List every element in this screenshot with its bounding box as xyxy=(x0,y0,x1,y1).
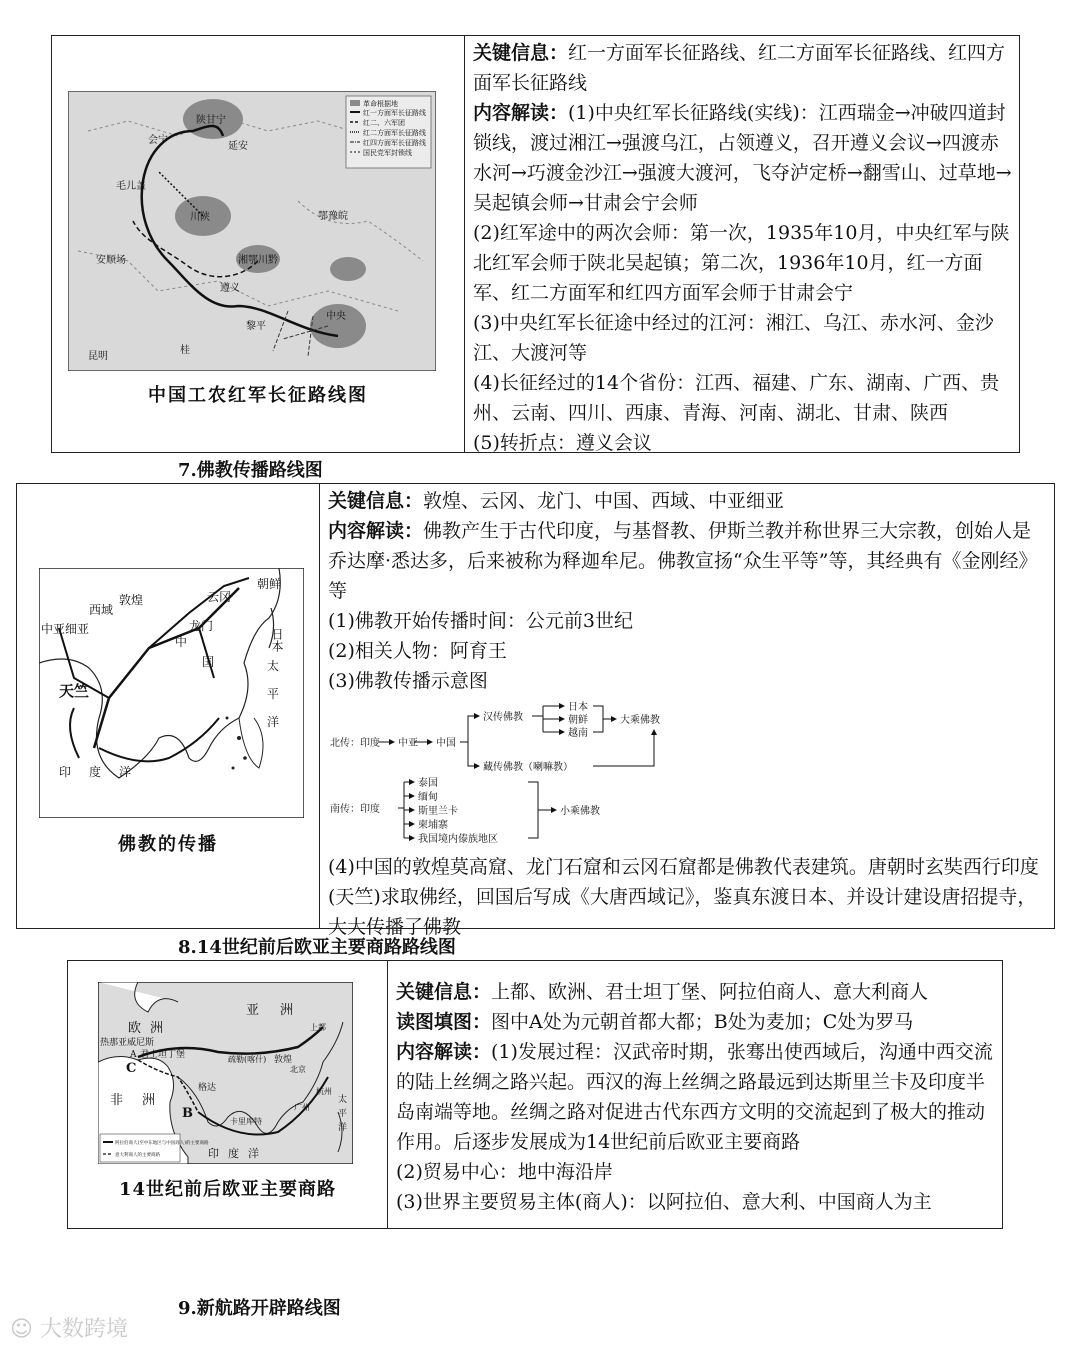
key-info-text: 上都、欧洲、君士坦丁堡、阿拉伯商人、意大利商人 xyxy=(491,981,929,1003)
map-label-calicut: 卡里库特 xyxy=(230,1117,262,1126)
map-label-ya: 亚 xyxy=(246,1003,260,1018)
legend-label-route-4: 红四方面军长征路线 xyxy=(363,139,426,147)
map-label-tai: 太 xyxy=(267,659,280,673)
content-para-2: (2)相关人物：阿育王 xyxy=(328,640,507,662)
diagram-han-buddhism: 汉传佛教 xyxy=(483,712,523,723)
key-info xyxy=(396,977,996,1007)
legend-label-route-2: 红二方面军长征路线 xyxy=(363,129,426,137)
map-label-yin: 印 xyxy=(59,765,72,779)
map-label-riben: 日本 xyxy=(270,628,284,652)
legend-label-blockade: 国民党军封锁线 xyxy=(363,149,412,157)
content-para-2: (2)贸易中心：地中海沿岸 xyxy=(396,1161,613,1183)
read-map xyxy=(396,1007,996,1037)
map-label-yanan: 延安 xyxy=(228,141,248,152)
map-label-gui: 桂 xyxy=(180,345,190,356)
content-para-1: (1)佛教开始传播时间：公元前3世纪 xyxy=(328,610,634,632)
map-label-yang-2: 洋 xyxy=(119,765,132,779)
read-map-text: 图中A处为元朝首都大都；B处为麦加；C处为罗马 xyxy=(491,1011,914,1033)
buddhism-caption: 佛教的传播 xyxy=(118,834,218,855)
map-label-zunyi: 遵义 xyxy=(220,283,240,294)
section-7-heading: 7.佛教传播路线图 xyxy=(178,460,323,481)
watermark-logo-icon: ☺ xyxy=(10,1317,33,1342)
watermark xyxy=(10,1312,128,1343)
map-label-yang-2: 洋 xyxy=(338,1123,348,1133)
diagram-south-dai: 我国境内傣族地区 xyxy=(418,834,498,845)
map-label-ping: 平 xyxy=(267,687,280,701)
diagram-central-asia: 中亚 xyxy=(398,738,418,749)
long-march-text xyxy=(465,36,1019,452)
content-para-3: (3)佛教传播示意图 xyxy=(328,670,488,692)
content-para-1 xyxy=(473,98,1013,218)
map-label-chaoxian: 朝鲜 xyxy=(257,577,282,591)
legend-arab: 阿拉伯商人(至中东地区与中国商人)的主要商路 xyxy=(115,1141,209,1146)
diagram-hinayana: 小乘佛教 xyxy=(560,806,600,817)
content-text-0: 佛教产生于古代印度，与基督教、伊斯兰教并称世界三大宗教，创始人是乔达摩·悉达多，后来被称为释迦牟尼。佛教宣扬“众生平等”等，其经典有《金刚经》等 xyxy=(328,520,1038,602)
map-label-zhongyang: 中央 xyxy=(326,311,346,322)
diagram-china: 中国 xyxy=(436,738,456,749)
trade-route-panel xyxy=(67,960,1003,1229)
diagram-south-srilanka: 斯里兰卡 xyxy=(418,806,458,817)
key-info-text: 敦煌、云冈、龙门、中国、西域、中亚细亚 xyxy=(423,490,785,512)
diagram-tibetan: 藏传佛教（喇嘛教） xyxy=(483,762,573,773)
long-march-map-cell xyxy=(52,36,465,452)
map-label-zhou-3: 洲 xyxy=(142,1093,156,1108)
diagram-north: 北传：印度 xyxy=(330,738,380,749)
map-label-huining: 会宁 xyxy=(148,135,168,146)
map-label-zhong: 中 xyxy=(175,635,188,649)
diagram-country-japan: 日本 xyxy=(568,702,588,713)
map-label-tai: 太 xyxy=(338,1095,348,1105)
legend-label-base: 革命根据地 xyxy=(363,100,398,108)
diagram-south-thailand: 泰国 xyxy=(418,778,438,789)
diagram-south-cambodia: 柬埔寨 xyxy=(418,820,448,831)
map-label-gedad: 格达 xyxy=(198,1083,217,1093)
buddhism-text xyxy=(320,484,1054,938)
legend-italy: 意大利商人的主要商路 xyxy=(115,1153,160,1158)
key-info-text: 红一方面军长征路线、红二方面军长征路线、红四方面军长征路线 xyxy=(473,42,1006,94)
map-label-maoergai: 毛儿盖 xyxy=(116,181,146,192)
map-label-c: C xyxy=(126,1061,137,1076)
map-label-xiangechuanqian: 湘鄂川黔 xyxy=(238,255,278,266)
map-label-yungang: 云冈 xyxy=(207,590,232,604)
map-label-guangzhou: 广州 xyxy=(294,1103,310,1112)
map-label-guo: 国 xyxy=(202,655,215,669)
read-map-label: 读图填图： xyxy=(396,1011,492,1033)
map-label-kunming: 昆明 xyxy=(88,351,108,362)
buddhism-map xyxy=(39,568,304,818)
map-label-beijing: 北京 xyxy=(290,1065,306,1074)
key-info-label: 关键信息： xyxy=(473,42,569,64)
map-label-shangdu: 上都 xyxy=(310,1023,326,1032)
content-label: 内容解读： xyxy=(473,102,569,124)
map-label-zhongyaxiya: 中亚细亚 xyxy=(41,622,90,636)
map-label-du: 度 xyxy=(228,1147,239,1160)
map-label-eyuwan: 鄂豫皖 xyxy=(318,211,348,222)
content-para-5: (5)转折点：遵义会议 xyxy=(473,432,652,454)
diagram-south-myanmar: 缅甸 xyxy=(418,792,438,803)
map-label-constantinople: 君士坦丁堡 xyxy=(140,1050,186,1060)
map-label-yang: 洋 xyxy=(267,715,280,729)
diagram-south: 南传：印度 xyxy=(330,804,380,815)
long-march-map xyxy=(68,91,436,371)
content-para-0 xyxy=(328,516,1048,606)
map-label-genoa-venice: 热那亚威尼斯 xyxy=(100,1038,155,1048)
map-label-fei: 非 xyxy=(110,1093,124,1108)
content-para-4: (4)中国的敦煌莫高窟、龙门石窟和云冈石窟都是佛教代表建筑。唐朝时玄奘西行印度(天竺)求取佛经，回国后写成《大唐西域记》，鉴真东渡日本、并设计建设唐招提寺，大大传播了佛教 xyxy=(328,856,1039,938)
section-8-heading: 8.14世纪前后欧亚主要商路路线图 xyxy=(178,937,456,958)
content-text-1: (1)中央红军长征路线(实线)：江西瑞金→冲破四道封锁线，渡过湘江→强渡乌江，占领遵义，召开遵义会议→四渡赤水河→巧渡金沙江→强渡大渡河，飞夺泸定桥→翻雪山、过草地→吴起镇会师→甘肃会宁会师 xyxy=(473,102,1012,214)
map-label-shaanganning: 陕甘宁 xyxy=(196,115,226,126)
content-text-1: (1)发展过程：汉武帝时期，张骞出使西域后，沟通中西交流的陆上丝绸之路兴起。西汉的海上丝绸之路最远到达斯里兰卡及印度半岛南端等地。丝绸之路对促进古代东西方文明的交流起到了极大的推动作用。后逐步发展成为14世纪前后欧亚主要商路 xyxy=(396,1041,993,1153)
diagram-country-vietnam: 越南 xyxy=(568,728,588,739)
map-label-dunhuang: 敦煌 xyxy=(274,1055,293,1065)
watermark-text: 大数跨境 xyxy=(39,1317,128,1342)
map-label-yang: 洋 xyxy=(248,1147,259,1160)
long-march-caption: 中国工农红军长征路线图 xyxy=(148,385,368,406)
content-para-1 xyxy=(396,1037,996,1157)
key-info-label: 关键信息： xyxy=(396,981,492,1003)
trade-route-map xyxy=(98,982,353,1164)
map-label-kashgar: 疏勒(喀什) xyxy=(228,1055,267,1064)
map-label-dunhuang: 敦煌 xyxy=(119,593,144,607)
content-para-4: (4)长征经过的14个省份：江西、福建、广东、湖南、广西、贵州、云南、四川、西康、青海、河南、湖北、甘肃、陕西 xyxy=(473,372,1000,424)
map-label-du: 度 xyxy=(89,765,102,779)
map-label-chuanshan: 川陕 xyxy=(190,212,210,223)
content-para-3: (3)中央红军长征途中经过的江河：湘江、乌江、赤水河、金沙江、大渡河等 xyxy=(473,312,994,364)
content-label: 内容解读： xyxy=(328,520,424,542)
map-label-b: B xyxy=(182,1106,193,1121)
buddhism-panel xyxy=(16,483,1055,938)
content-para-3: (3)世界主要贸易主体(商人)：以阿拉伯、意大利、中国商人为主 xyxy=(396,1191,932,1213)
content-label: 内容解读： xyxy=(396,1041,492,1063)
trade-route-map-cell xyxy=(68,961,388,1228)
legend-label-route-1: 红一方面军长征路线 xyxy=(363,109,426,117)
map-label-zhou: 洲 xyxy=(150,1021,164,1036)
key-info xyxy=(328,486,1048,516)
long-march-panel xyxy=(51,35,1020,453)
map-label-hangzhou: 杭州 xyxy=(316,1087,332,1096)
diagram-country-korea: 朝鲜 xyxy=(568,715,588,726)
key-info-label: 关键信息： xyxy=(328,490,424,512)
buddhism-spread-diagram xyxy=(328,700,688,850)
map-label-anshunchang: 安顺场 xyxy=(96,255,126,266)
map-label-ping: 平 xyxy=(338,1109,348,1119)
map-label-xiyu: 西域 xyxy=(89,603,114,617)
buddhism-map-cell xyxy=(17,484,320,928)
section-9-heading: 9.新航路开辟路线图 xyxy=(178,1298,341,1319)
map-label-zhou-2: 洲 xyxy=(280,1003,294,1018)
trade-route-text xyxy=(388,961,1002,1228)
map-label-yin: 印 xyxy=(208,1147,219,1160)
map-label-longmen: 龙门 xyxy=(189,619,214,633)
key-info xyxy=(473,38,1013,98)
legend-label-route-2-6: 红二、六军团 xyxy=(363,119,405,127)
map-label-liping: 黎平 xyxy=(246,321,266,332)
content-para-2: (2)红军途中的两次会师：第一次，1935年10月，中央红军与陕北红军会师于陕北吴起镇；第二次，1936年10月，红一方面军、红二方面军和红四方面军会师于甘肃会宁 xyxy=(473,222,1010,304)
map-label-ou: 欧 xyxy=(128,1021,142,1036)
map-label-a-west: A xyxy=(130,1050,137,1060)
trade-route-caption: 14世纪前后欧亚主要商路 xyxy=(118,1179,337,1200)
map-label-tianzhu: 天竺 xyxy=(59,682,90,700)
diagram-mahayana: 大乘佛教 xyxy=(620,715,660,726)
